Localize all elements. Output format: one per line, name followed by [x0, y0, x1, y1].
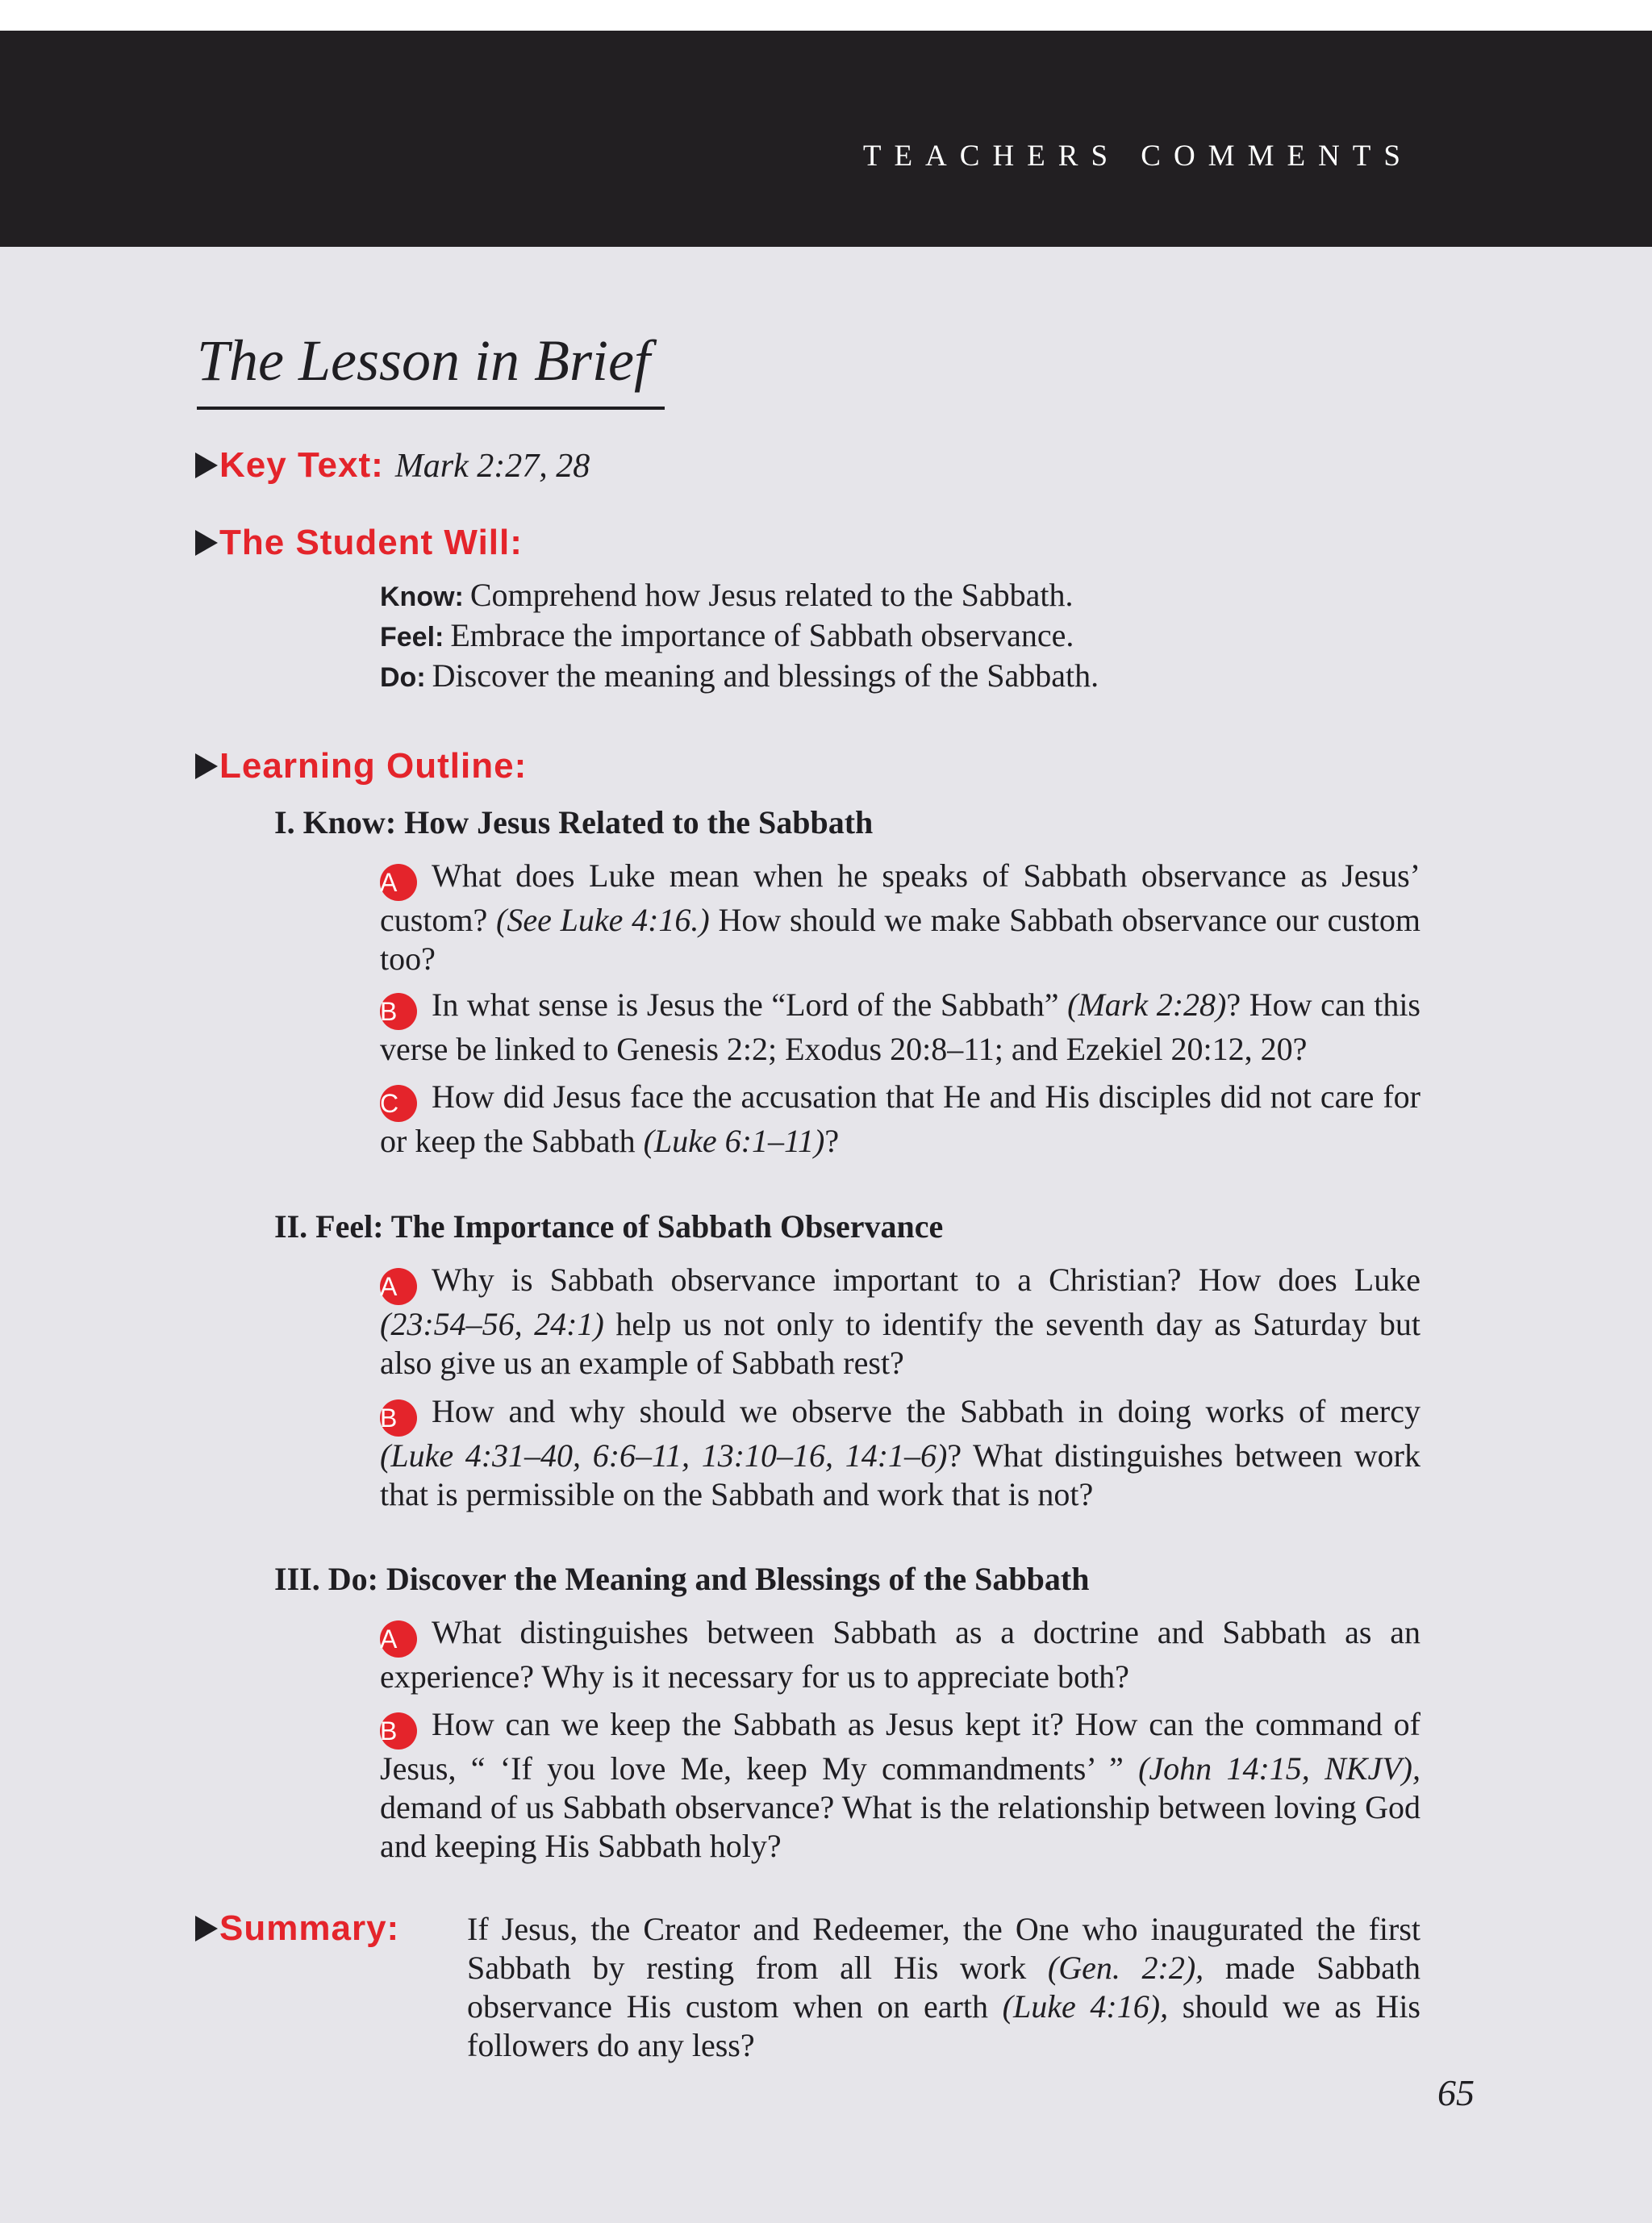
summary-label: Summary: — [219, 1908, 400, 1948]
key-text-label: Key Text: — [219, 445, 384, 485]
summary-text-part: If Jesus, the Creator and Redeemer, the One who inaugurated the first Sabbath by resting from all His work — [467, 1911, 1420, 1986]
item-text: demand of us Sabbath observance? What is the relationship between loving God and keeping His Sabbath holy? — [380, 1789, 1420, 1864]
scripture-reference: (See Luke 4:16.) — [496, 902, 710, 938]
scripture-reference: (23:54–56, 24:1) — [380, 1306, 604, 1342]
item-text: How did Jesus face the accusation that He and His disciples did not care for or keep the Sabbath — [380, 1078, 1420, 1159]
do-text: Discover the meaning and blessings of the Sabbath. — [432, 657, 1099, 694]
top-margin — [0, 0, 1652, 31]
outline-item — [380, 857, 1420, 978]
know-text: Comprehend how Jesus related to the Sabbath. — [469, 577, 1074, 613]
scripture-reference: (John 14:15, NKJV), — [1138, 1750, 1420, 1787]
outline-section-heading: II. Feel: The Importance of Sabbath Observance — [274, 1208, 944, 1245]
key-text-row — [195, 445, 590, 486]
item-text: How and why should we observe the Sabbath in doing works of mercy — [432, 1393, 1420, 1429]
letter-badge-icon: A — [380, 1620, 417, 1658]
student-will-list — [380, 576, 1099, 697]
item-text: What does Luke mean when he speaks of Sabbath observance as Jesus’ custom? — [380, 857, 1420, 938]
outline-section-heading: III. Do: Discover the Meaning and Blessings of the Sabbath — [274, 1561, 1090, 1597]
outline-item — [380, 1392, 1420, 1514]
outline-item — [380, 1613, 1420, 1696]
feel-label: Feel: — [380, 622, 444, 653]
arrow-bullet-icon — [195, 530, 218, 556]
letter-badge-icon: B — [380, 1399, 417, 1437]
item-text: In what sense is Jesus the “Lord of the Sabbath” — [432, 986, 1068, 1023]
item-text: ? How can this verse be linked to Genesis 2:2; Exodus 20:8–11; and Ezekiel 20:12, 20? — [380, 986, 1420, 1067]
learning-outline-label: Learning Outline: — [219, 746, 528, 786]
item-text: ? What distinguishes between work that is permissible on the Sabbath and work that is not? — [380, 1437, 1420, 1512]
student-will-heading — [195, 523, 523, 563]
arrow-bullet-icon — [195, 453, 218, 478]
item-text: help us not only to identify the seventh day as Saturday but also give us an example of Sabbath rest? — [380, 1306, 1420, 1381]
item-text: How can we keep the Sabbath as Jesus kept it? How can the command of Jesus, “ ‘If you love Me, keep My commandments’ ” — [380, 1706, 1420, 1787]
lesson-title: The Lesson in Brief — [197, 328, 651, 393]
page-number: 65 — [1437, 2072, 1475, 2113]
scripture-reference: (Luke 4:16), — [1002, 1988, 1169, 2025]
scripture-reference: (Mark 2:28) — [1067, 986, 1227, 1023]
feel-objective — [380, 616, 1099, 657]
outline-item — [380, 986, 1420, 1069]
summary-text — [380, 1910, 1420, 2065]
key-text-reference: Mark 2:27, 28 — [394, 448, 590, 485]
section-header-title: TEACHERS COMMENTS — [862, 140, 1413, 173]
item-text: Why is Sabbath observance important to a Christian? How does Luke — [432, 1262, 1420, 1298]
item-text: ? — [824, 1123, 840, 1159]
do-label: Do: — [380, 662, 426, 693]
learning-outline-heading — [195, 746, 527, 786]
letter-badge-icon: A — [380, 864, 417, 901]
student-will-label: The Student Will: — [219, 523, 523, 562]
summary-text-part: should we as His followers do any less? — [467, 1988, 1420, 2063]
summary-body — [467, 1910, 1420, 2065]
letter-badge-icon: A — [380, 1268, 417, 1305]
summary-text-part: made Sabbath observance His custom when on earth — [467, 1950, 1420, 2025]
know-objective — [380, 576, 1099, 616]
scripture-reference: (Gen. 2:2), — [1047, 1950, 1204, 1986]
header-band — [0, 31, 1652, 247]
outline-item — [380, 1261, 1420, 1383]
letter-badge-icon: C — [380, 1085, 417, 1122]
item-text: How should we make Sabbath observance our custom too? — [380, 902, 1420, 977]
item-text: What distinguishes between Sabbath as a doctrine and Sabbath as an experience? Why is it necessary for us to appreciate both? — [380, 1614, 1420, 1695]
outline-item — [380, 1705, 1420, 1866]
arrow-bullet-icon — [195, 1916, 218, 1941]
title-underline — [197, 407, 665, 410]
outline-section-heading: I. Know: How Jesus Related to the Sabbath — [274, 804, 874, 840]
outline-item — [380, 1078, 1420, 1161]
letter-badge-icon: B — [380, 993, 417, 1030]
know-label: Know: — [380, 582, 464, 612]
arrow-bullet-icon — [195, 753, 218, 779]
summary-heading — [195, 1908, 399, 1949]
letter-badge-icon: B — [380, 1712, 417, 1750]
scripture-reference: (Luke 6:1–11) — [643, 1123, 825, 1159]
do-objective — [380, 657, 1099, 697]
scripture-reference: (Luke 4:31–40, 6:6–11, 13:10–16, 14:1–6) — [380, 1437, 948, 1474]
feel-text: Embrace the importance of Sabbath observance. — [450, 617, 1074, 653]
